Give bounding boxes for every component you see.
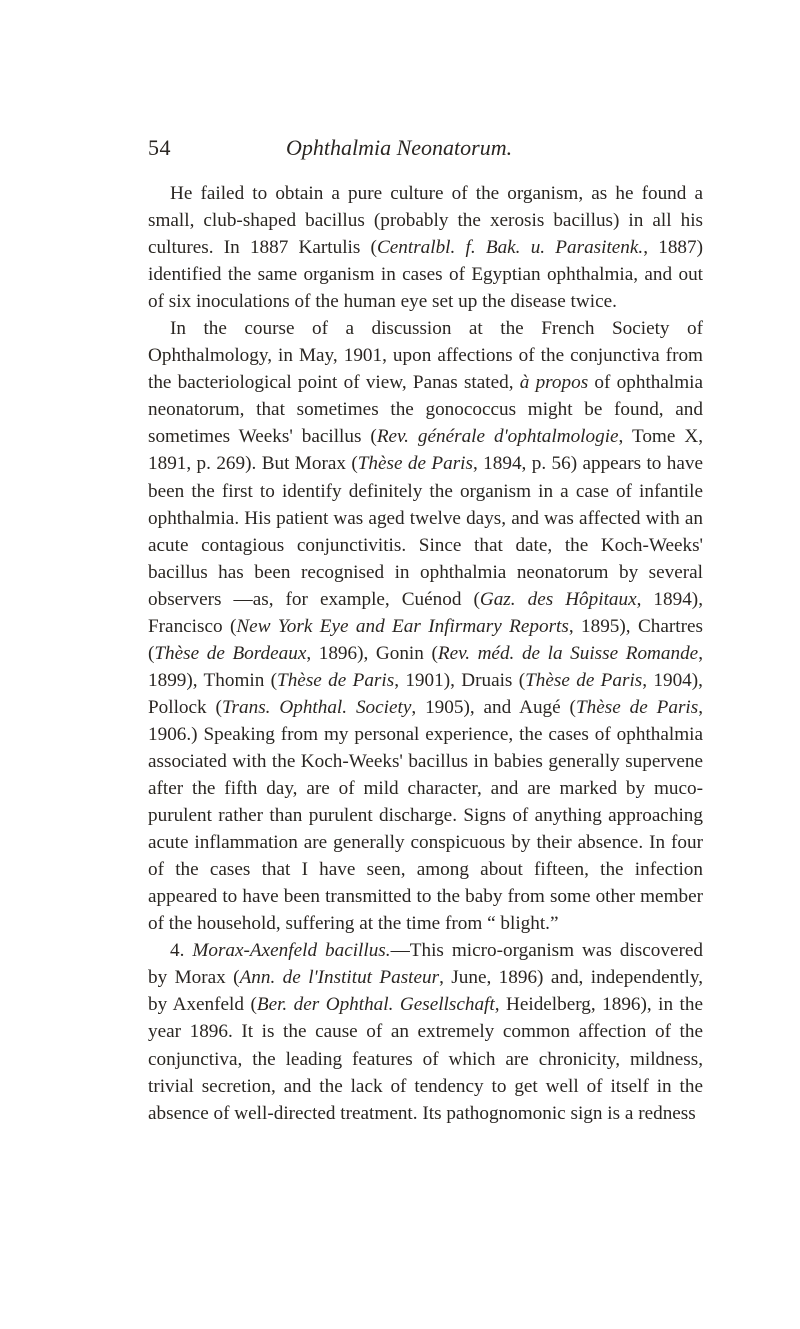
text-run: of ophthalmia neonatorum, that sometimes the gonococcus might be found, and sometimes Weeks' bacillus ( [148, 372, 703, 448]
text-run: , 1887) identified the same organism in cases of Egyptian ophthalmia, and out of six inoculations of the human eye set up the disease twice. [148, 237, 703, 313]
italic-citation: Thèse de Paris [575, 696, 699, 718]
italic-citation: Thèse de Paris [525, 669, 643, 691]
italic-citation: Centralbl. f. Bak. u. Parasitenk. [376, 237, 644, 259]
text-run: He failed to obtain a pure culture of the organism, as he found a small, club-shaped bacillus (probably the xerosis bacillus) in all his cultures. In 1887 Kartulis ( [148, 183, 703, 259]
text-run: , 1896), Gonin ( [306, 642, 438, 664]
italic-citation: Rev. générale d'ophtalmologie [376, 426, 619, 448]
italic-citation: Morax-Axenfeld bacillus. [192, 940, 391, 962]
text-run: , 1906.) Speaking from my personal experience, the cases of ophthalmia associated with the Koch-Weeks' bacillus in babies generally supervene after the fifth day, are of mild character, and are marked by muco-purulent rather than purulent discharge. Signs of anything approaching acute inflammation are generally conspicuous by their absence. In four of the cases that I have seen, among about fifteen, the infection appeared to have been transmitted to the baby from some other member of the household, suffering at the time from “ blight.” [148, 696, 704, 935]
text-run: , 1901), Druais ( [394, 669, 526, 691]
text-run: , Tome X, 1891, p. 269). But Morax ( [148, 426, 703, 475]
text-run: , 1894, p. 56) appears to have been the first to identify definitely the organism in a case of infantile ophthalmia. His patient was aged twelve days, and was affected with an acute contagious conjunctivitis. Since that date, the Koch-Weeks' bacillus has been recognised in ophthalmia neonatorum by several observers —as, for example, Cuénod ( [148, 453, 703, 610]
paragraph [148, 937, 703, 1126]
paragraph [148, 180, 703, 315]
running-title: Ophthalmia Neonatorum. [286, 135, 513, 160]
page-number: 54 [148, 135, 171, 160]
text-run: , 1894), Francisco ( [148, 588, 703, 637]
text-run: In the course of a discussion at the French Society of Ophthalmology, in May, 1901, upon affections of the conjunctiva from the bacteriological point of view, Panas stated, [148, 318, 703, 394]
text-run: —This micro-organism was discovered by Morax ( [148, 940, 703, 989]
italic-citation: à propos [519, 372, 589, 394]
text-run: , 1895), Chartres ( [148, 615, 703, 664]
italic-citation: Thèse de Paris [277, 669, 395, 691]
italic-citation: Gaz. des Hôpitaux [479, 588, 637, 610]
paragraph [148, 315, 703, 937]
body-text [148, 180, 703, 1127]
text-run: , 1904), Pollock ( [148, 669, 703, 718]
italic-citation: Rev. méd. de la Suisse Romande [437, 642, 699, 664]
italic-citation: Thèse de Paris [357, 453, 473, 475]
text-run: , 1905), and Augé ( [411, 696, 576, 718]
text-run: 4. [170, 940, 193, 962]
italic-citation: New York Eye and Ear Infirmary Reports [236, 615, 569, 637]
text-run: , 1899), Thomin ( [148, 642, 703, 691]
text-run: , June, 1896) and, independently, by Axenfeld ( [148, 967, 704, 1016]
italic-citation: Ann. de l'Institut Pasteur [239, 967, 440, 989]
text-run: , Heidelberg, 1896), in the year 1896. It is the cause of an extremely common affection of the conjunctiva, the leading features of which are chronicity, mildness, trivial secretion, and the lack of tendency to get well of itself in the absence of well-directed treatment. Its pathognomonic sign is a redness [148, 994, 703, 1124]
italic-citation: Trans. Ophthal. Society [221, 696, 412, 718]
running-head [148, 135, 708, 165]
italic-citation: Thèse de Bordeaux [154, 642, 307, 664]
italic-citation: Ber. der Ophthal. Gesellschaft [256, 994, 495, 1016]
